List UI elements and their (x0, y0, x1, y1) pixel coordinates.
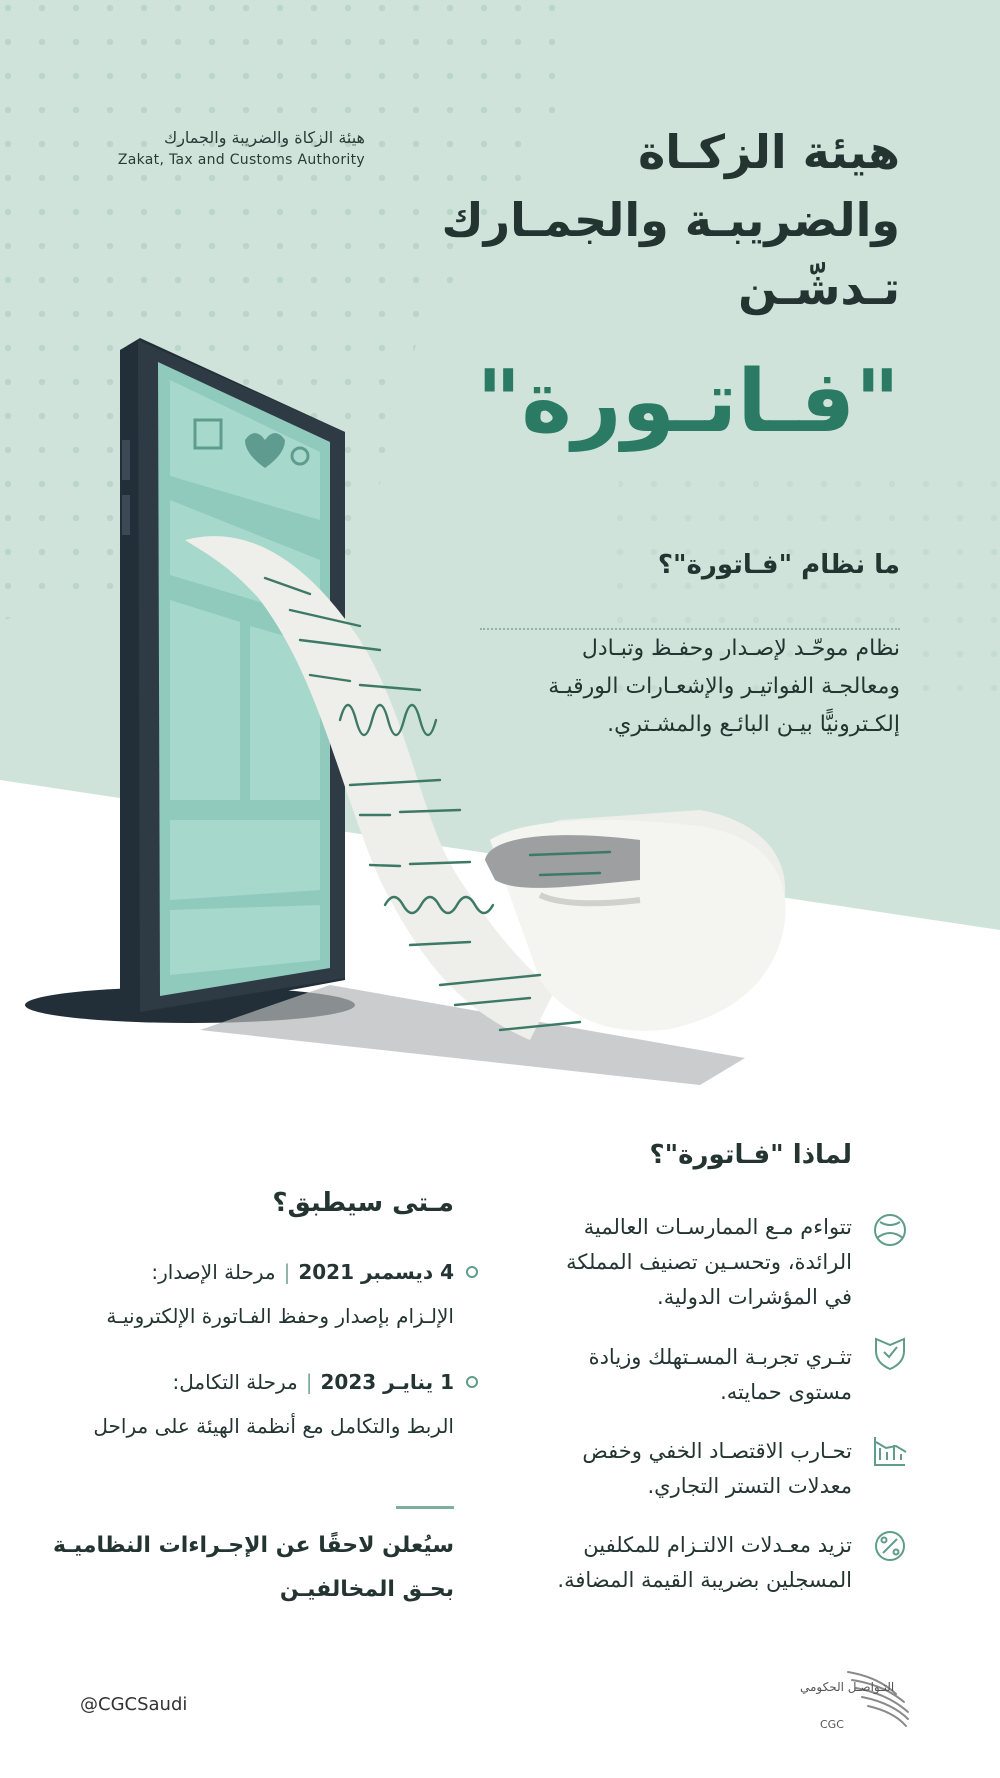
note-divider (396, 1506, 454, 1509)
why-item-line: تتواءم مـع الممارسـات العالمية (583, 1215, 852, 1239)
phase-title (34, 1250, 454, 1294)
phase-description: الربط والتكامل مع أنظمة الهيئة على مراحل (93, 1414, 454, 1438)
why-icons (875, 1215, 906, 1560)
shield-check-icon (872, 1328, 906, 1362)
why-item (422, 1340, 852, 1410)
headline (340, 118, 900, 322)
why-item-line: تثـري تجربـة المسـتهلك وزيادة (588, 1345, 852, 1369)
when-heading: مـتى سيطبق؟ (272, 1188, 454, 1218)
why-item-line: تزيد معـدلات الالتـزام للمكلفين (583, 1533, 852, 1557)
product-name: "فـاتـورة" (476, 352, 900, 452)
cgc-logo-text-ar: التـواصـل الحكومي (800, 1680, 895, 1694)
why-item (422, 1210, 852, 1315)
what-line: ومعالجـة الفواتيـر والإشعـارات الورقيـة (548, 674, 900, 699)
why-item-line: تحـارب الاقتصـاد الخفي وخفض (582, 1439, 852, 1463)
authority-name-ar: هيئة الزكاة والضريبة والجمارك (164, 128, 365, 147)
why-item-line: مستوى حمايته. (720, 1380, 852, 1404)
phase-description: الإلـزام بإصدار وحفظ الفـاتورة الإلكترونيـة (106, 1304, 454, 1328)
enforcement-note (34, 1524, 454, 1612)
why-item-line: المسجلين بضريبة القيمة المضافة. (557, 1568, 852, 1592)
phase-name: مرحلة التكامل: (172, 1370, 298, 1394)
note-line: سيُعلن لاحقًا عن الإجـراءات النظاميـة (53, 1533, 454, 1558)
headline-line-2: والضريبـة والجمـارك (441, 193, 900, 247)
phase-title (34, 1360, 454, 1404)
phase-date: 4 ديسمبر 2021 (298, 1260, 454, 1284)
headline-line-1: هيئة الزكـاة (638, 125, 900, 179)
what-heading: ما نظام "فـاتورة"؟ (657, 550, 900, 580)
declining-chart-icon (872, 1434, 906, 1468)
what-line: نظام موحّـد لإصـدار وحفـظ وتبـادل (581, 636, 900, 661)
globe-people-icon (872, 1213, 906, 1247)
why-item (422, 1434, 852, 1504)
phase-date: 1 ينايـر 2023 (320, 1370, 454, 1394)
what-description (460, 630, 900, 744)
why-item-line: معدلات التستر التجاري. (647, 1474, 852, 1498)
phase-item (34, 1360, 454, 1448)
phase-separator: | (283, 1260, 291, 1284)
phase-name: مرحلة الإصدار: (151, 1260, 276, 1284)
why-item-line: في المؤشرات الدولية. (657, 1285, 852, 1309)
percent-icon (872, 1529, 906, 1563)
why-heading: لماذا "فـاتورة"؟ (649, 1140, 852, 1170)
bullet-icon (466, 1266, 478, 1278)
why-item (422, 1528, 852, 1598)
phase-item (34, 1250, 454, 1338)
social-handle: @CGCSaudi (80, 1694, 188, 1715)
bullet-icon (466, 1376, 478, 1388)
authority-name-en: Zakat, Tax and Customs Authority (117, 152, 365, 168)
why-item-line: الرائدة، وتحسـين تصنيف المملكة (566, 1250, 852, 1274)
headline-line-3: تـدشّـن (738, 261, 900, 315)
phase-separator: | (305, 1370, 313, 1394)
cgc-logo-text-en: CGC (820, 1718, 844, 1731)
note-line: بحـق المخالفيـن (279, 1577, 454, 1602)
what-line: إلكـترونيًّا بيـن البائـع والمشـتري. (607, 712, 900, 737)
